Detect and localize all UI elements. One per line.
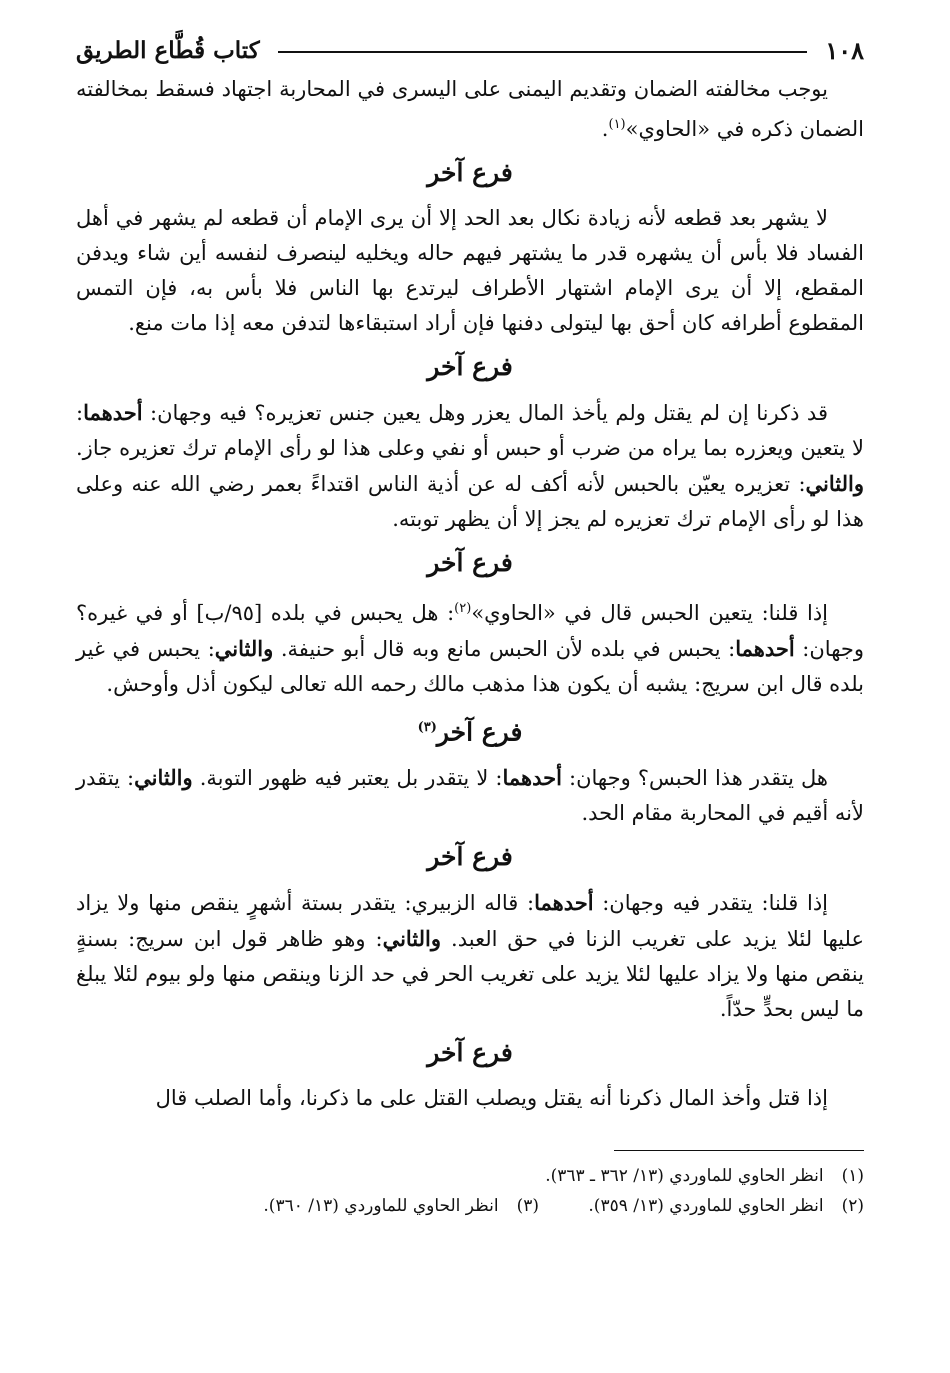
- paragraph: [76, 1081, 864, 1116]
- footnote-1: [545, 1161, 864, 1191]
- paragraph-text: إذا قلنا: يتقدر فيه وجهان:: [593, 891, 829, 916]
- bold-term: والثاني: [134, 765, 193, 791]
- footnote-number: (٢): [841, 1196, 864, 1217]
- footnotes: [76, 1161, 864, 1221]
- section-heading: [76, 155, 864, 191]
- bold-term: أحدهما: [502, 765, 562, 791]
- paragraph-text: : وهو ظاهر قول ابن سريج: بسنةٍ ينقص منها ولا يزاد عليها لئلا يزيد على تغريب الحر في حد الزنا وينقص منها ولو بيوم لئلا يبلغ ما ليس بحدٍّ حدّاً.: [76, 927, 864, 1022]
- section-heading: [76, 839, 864, 875]
- paragraph-text: : يتقدر لأنه أقيم في المحاربة مقام الحد.: [76, 766, 864, 826]
- footnote-marker: (٣): [417, 720, 437, 735]
- section-heading: [76, 349, 864, 385]
- paragraph-text: يوجب مخالفته الضمان وتقديم اليمنى على اليسرى في المحاربة اجتهاد فسقط بمخالفته الضمان ذكره في «الحاوي»: [76, 77, 864, 141]
- paragraph-text: : لا يتعين ويعزره بما يراه من ضرب أو حبس أو نفي وعلى هذا لو رأى الإمام ترك تعزيره جاز.: [76, 401, 864, 460]
- paragraph-text: : يحبس في بلده لأن الحبس مانع وبه قال أبو حنيفة.: [273, 637, 736, 661]
- section-heading-text: فرع آخر: [427, 352, 513, 381]
- paragraph-text: : يحبس في غير بلده قال ابن سريج: يشبه أن يكون هذا مذهب مالك رحمه الله تعالى ليكون أذل وأوحش.: [76, 637, 864, 696]
- paragraph-text: : قاله الزبيري: يتقدر بستة أشهرٍ ينقص منها ولا يزاد عليها لئلا يزيد على تغريب الزنا في حق العبد.: [76, 891, 864, 952]
- footnote-text: انظر الحاوي للماوردي (١٣/ ٣٦٠).: [263, 1196, 499, 1217]
- footnote-marker: (١): [608, 117, 626, 132]
- footnote-line-2: [76, 1191, 864, 1221]
- bold-term: والثاني: [382, 926, 442, 952]
- page-header: [76, 28, 864, 72]
- paragraph: [76, 72, 864, 147]
- paragraph-text: قد ذكرنا إن لم يقتل ولم يأخذ المال يعزر وهل يعين جنس تعزيره؟ فيه وجهان:: [142, 401, 828, 425]
- paragraph: [76, 760, 864, 831]
- paragraph-text: إذا قتل وأخذ المال ذكرنا أنه يقتل ويصلب القتل على ما ذكرنا، وأما الصلب قال: [155, 1086, 828, 1111]
- footnote-number: (٣): [516, 1196, 539, 1217]
- paragraph-text: : لا يتقدر بل يعتبر فيه ظهور التوبة.: [192, 766, 503, 791]
- paragraph: [76, 591, 864, 702]
- paragraph: [76, 885, 864, 1027]
- paragraph-text: : هل يحبس في بلده [٩٥/ب] أو في غيره؟ وجهان:: [76, 601, 864, 661]
- bold-term: والثاني: [214, 636, 274, 661]
- paragraph: [76, 201, 864, 341]
- section-heading: [76, 545, 864, 581]
- paragraph-text: : تعزيره يعيّن بالحبس لأنه أكف له عن أذية الناس اقتداءً بعمر رضي الله عنه وعلى هذا لو رأى الإمام ترك تعزيره لم يجز إلا أن يظهر توبته.: [76, 472, 864, 531]
- body-text: [76, 72, 864, 1116]
- section-heading-text: فرع آخر: [427, 158, 513, 187]
- section-heading-text: فرع آخر: [427, 548, 513, 577]
- page: [76, 28, 864, 1221]
- bold-term: أحدهما: [735, 636, 795, 661]
- section-heading-text: فرع آخر: [436, 717, 523, 747]
- footnote-number: (١): [841, 1166, 864, 1187]
- page-number: ١٠٨: [825, 35, 864, 65]
- paragraph-text: هل يتقدر هذا الحبس؟ وجهان:: [561, 766, 828, 791]
- header-rule: [278, 51, 808, 53]
- bold-term: أحدهما: [83, 400, 143, 425]
- paragraph: [76, 395, 864, 537]
- section-heading: [76, 1035, 864, 1071]
- footnote-text: انظر الحاوي للماوردي (١٣/ ٣٥٩).: [588, 1196, 824, 1217]
- bold-term: والثاني: [805, 471, 864, 496]
- paragraph-text: إذا قلنا: يتعين الحبس قال في «الحاوي»: [471, 601, 829, 625]
- footnote-text: انظر الحاوي للماوردي (١٣/ ٣٦٢ ـ ٣٦٣).: [545, 1166, 824, 1187]
- paragraph-text: لا يشهر بعد قطعه لأنه زيادة نكال بعد الحد إلا أن يرى الإمام أن قطعه لم يشهر في أهل الفساد فلا بأس أن يشهره قدر ما يشتهر فيهم حاله ويخليه لينصرف لنفسه أين شاء ويدفن المقطع، إلا أن يرى الإمام اشتهار الأطراف ليرتدع بها الناس فلا بأس به، فإن التمس المقطوع أطرافه كان أحق بها ليتولى دفنها فإن أراد استبقاءها لتدفن معه إذا مات منع.: [76, 206, 864, 335]
- footnote-rule: [614, 1150, 864, 1151]
- section-heading-text: فرع آخر: [427, 842, 513, 872]
- footnote-marker: (٢): [454, 601, 472, 616]
- footnote-2: [588, 1191, 864, 1221]
- bold-term: أحدهما: [534, 890, 594, 916]
- section-heading: [76, 710, 864, 750]
- footnote-line-1: [76, 1161, 864, 1191]
- footnote-3: [263, 1191, 539, 1221]
- running-title: كتاب قُطَّاع الطريق: [76, 36, 260, 64]
- section-heading-text: فرع آخر: [427, 1038, 513, 1068]
- paragraph-text: .: [601, 117, 609, 141]
